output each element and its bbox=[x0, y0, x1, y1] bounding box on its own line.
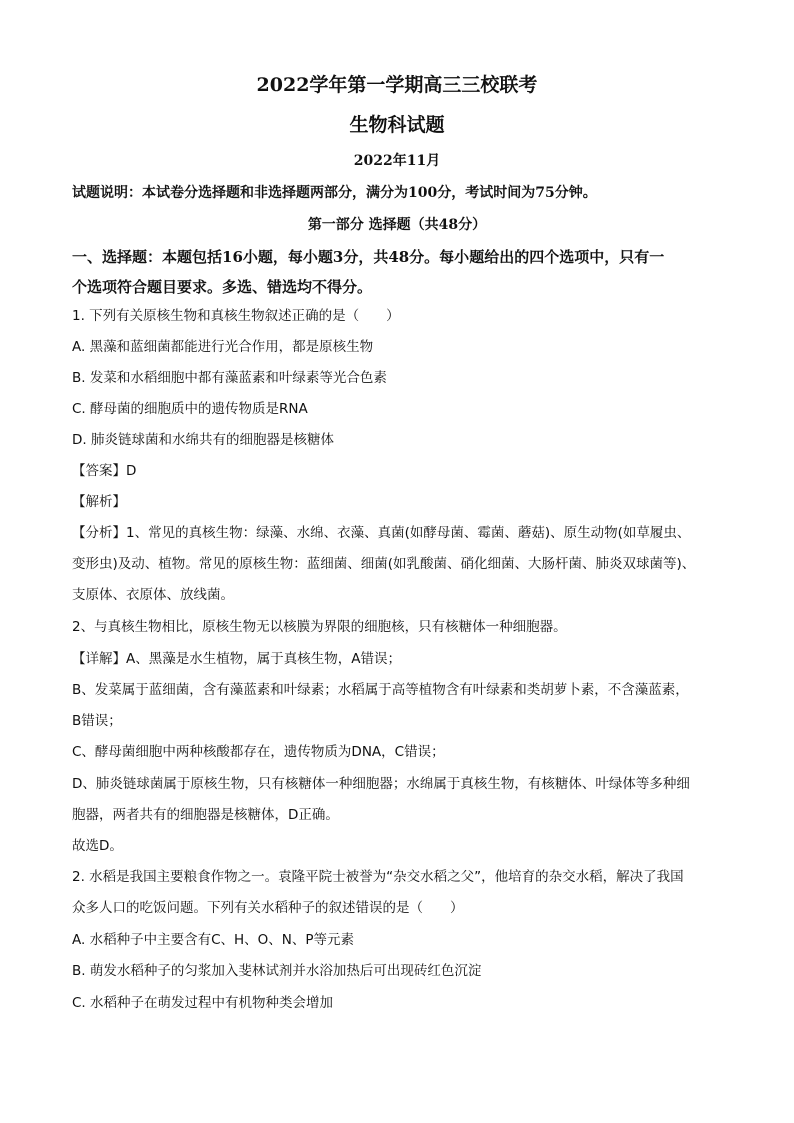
question-2-option-c: C. 水稻种子在萌发过程中有机物种类会增加 bbox=[72, 995, 334, 1011]
instructions: 试题说明：本试卷分选择题和非选择题两部分，满分为100分，考试时间为75分钟。 bbox=[72, 185, 597, 201]
analysis-line: 胞器，两者共有的细胞器是核糖体，D正确。 bbox=[72, 807, 339, 823]
analysis-line: 支原体、衣原体、放线菌。 bbox=[72, 587, 234, 603]
question-1-option-d: D. 肺炎链球菌和水绵共有的细胞器是核糖体 bbox=[72, 432, 334, 448]
question-2-stem-line-1: 2. 水稻是我国主要粮食作物之一。袁隆平院士被誉为“杂交水稻之父”，他培育的杂交水稻，解决了我国 bbox=[72, 869, 684, 885]
analysis-line: C、酵母菌细胞中两种核酸都存在，遗传物质为DNA，C错误； bbox=[72, 744, 445, 760]
analysis-line: 【详解】A、黑藻是水生植物，属于真核生物，A错误； bbox=[72, 651, 401, 667]
question-1-option-b: B. 发菜和水稻细胞中都有藻蓝素和叶绿素等光合色素 bbox=[72, 370, 387, 386]
section-intro-line-2: 个选项符合题目要求。多选、错选均不得分。 bbox=[72, 278, 373, 296]
analysis-line: 2、与真核生物相比，原核生物无以核膜为界限的细胞核，只有核糖体一种细胞器。 bbox=[72, 619, 567, 635]
question-1-option-a: A. 黑藻和蓝细菌都能进行光合作用，都是原核生物 bbox=[72, 339, 374, 355]
section-intro-line-1: 一、选择题：本题包括16小题，每小题3分，共48分。每小题给出的四个选项中，只有一 bbox=[72, 248, 665, 266]
analysis-line: 变形虫)及动、植物。常见的原核生物：蓝细菌、细菌(如乳酸菌、硝化细菌、大肠杆菌、肺炎双球菌等)、 bbox=[72, 556, 696, 572]
question-1-stem: 1. 下列有关原核生物和真核生物叙述正确的是（ ） bbox=[72, 308, 400, 324]
analysis-line: B、发菜属于蓝细菌，含有藻蓝素和叶绿素；水稻属于高等植物含有叶绿素和类胡萝卜素，不含藻蓝素， bbox=[72, 682, 689, 698]
analysis-line: D、肺炎链球菌属于原核生物，只有核糖体一种细胞器；水绵属于真核生物，有核糖体、叶绿体等多种细 bbox=[72, 776, 690, 792]
question-1-analysis-label: 【解析】 bbox=[72, 494, 126, 510]
analysis-line: B错误； bbox=[72, 713, 122, 729]
part-title: 第一部分 选择题（共48分） bbox=[307, 217, 487, 233]
exam-subtitle: 生物科试题 bbox=[349, 114, 445, 136]
question-2-option-b: B. 萌发水稻种子的匀浆加入斐林试剂并水浴加热后可出现砖红色沉淀 bbox=[72, 963, 482, 979]
analysis-line: 故选D。 bbox=[72, 838, 123, 854]
question-1-option-c: C. 酵母菌的细胞质中的遗传物质是RNA bbox=[72, 401, 308, 417]
question-1-answer: 【答案】D bbox=[72, 463, 137, 479]
exam-title: 2022学年第一学期高三三校联考 bbox=[256, 74, 538, 96]
exam-date: 2022年11月 bbox=[353, 153, 441, 169]
question-2-stem-line-2: 众多人口的吃饭问题。下列有关水稻种子的叙述错误的是（ ） bbox=[72, 900, 464, 916]
analysis-line: 【分析】1、常见的真核生物：绿藻、水绵、衣藻、真菌(如酵母菌、霉菌、蘑菇)、原生动物(如草履虫、 bbox=[72, 525, 691, 541]
question-2-option-a: A. 水稻种子中主要含有C、H、O、N、P等元素 bbox=[72, 932, 355, 948]
